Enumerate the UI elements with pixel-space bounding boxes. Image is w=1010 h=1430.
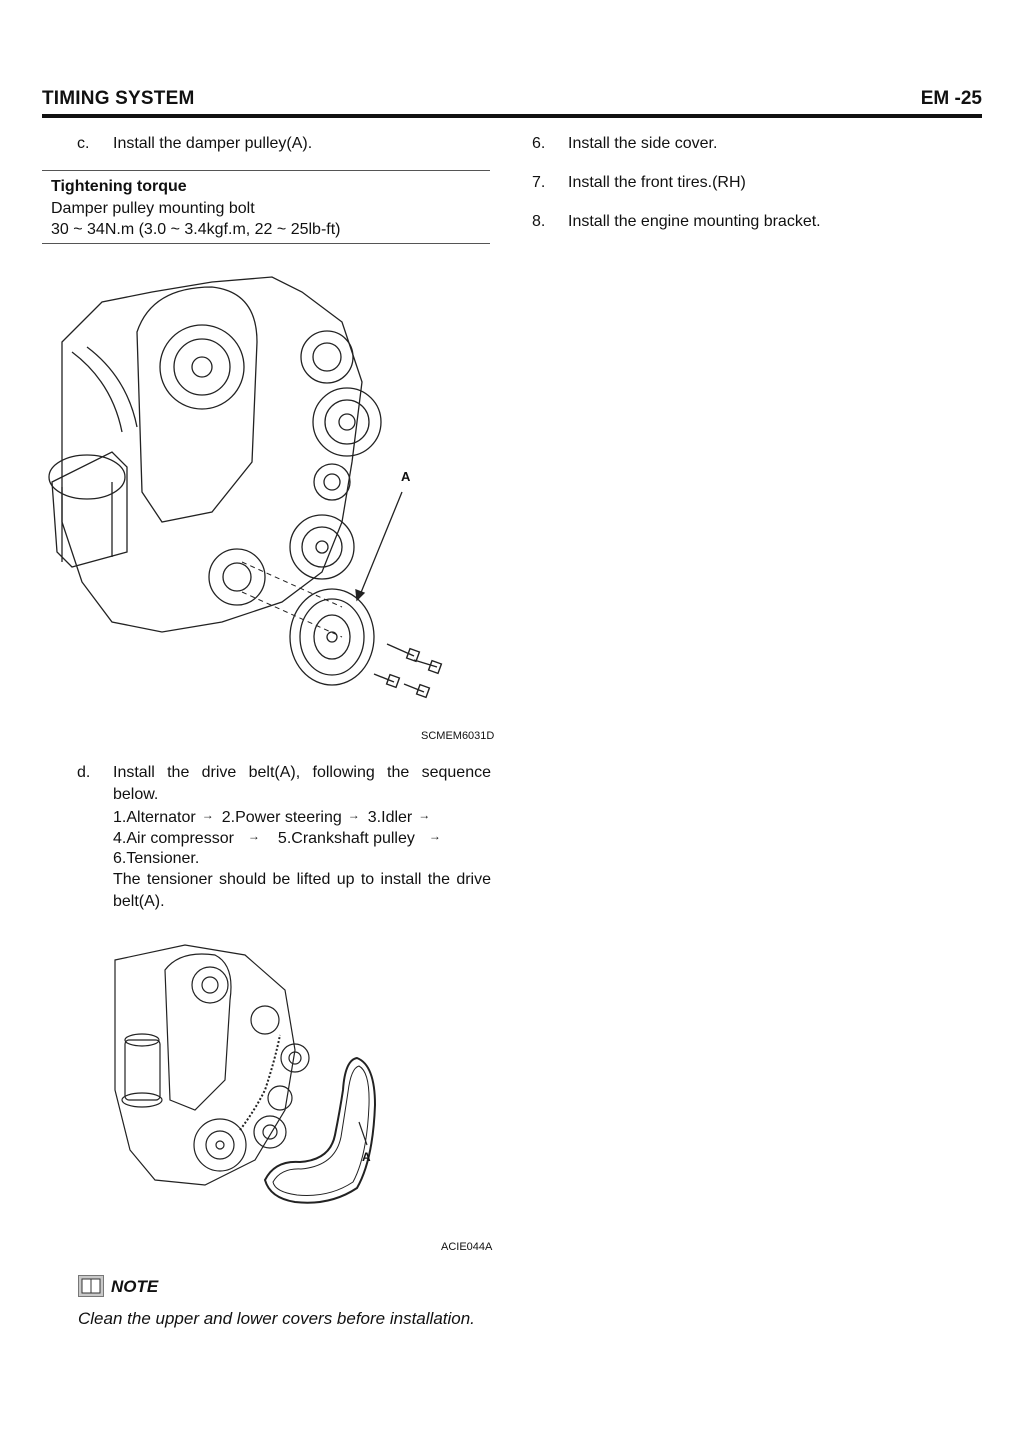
- arrow-right-icon: →: [201, 808, 214, 822]
- step-label: 7.: [532, 174, 546, 191]
- page-number: EM -25: [920, 88, 982, 109]
- arrow-right-icon: →: [347, 808, 360, 822]
- arrow-right-icon: →: [428, 829, 441, 843]
- torque-heading: Tightening torque: [51, 178, 187, 195]
- arrow-right-icon: →: [247, 829, 260, 843]
- sequence-item: 5.Crankshaft pulley: [277, 830, 415, 847]
- sequence-item: 3.Idler: [367, 809, 413, 826]
- sequence-item: 6.Tensioner.: [113, 850, 200, 867]
- step-text: Install the damper pulley(A).: [113, 135, 313, 152]
- drive-belt-figure: [95, 940, 395, 1210]
- figure-code: SCMEM6031D: [421, 730, 495, 742]
- step-label: 8.: [532, 213, 546, 230]
- callout-a: A: [362, 1150, 371, 1164]
- step-label: 6.: [532, 135, 546, 152]
- step-text: Install the front tires.(RH): [568, 174, 746, 191]
- step-text: Install the drive belt(A), following the sequence below.: [113, 764, 491, 803]
- sequence-item: 1.Alternator: [113, 809, 196, 826]
- callout-a: A: [401, 469, 411, 484]
- step-text: Install the engine mounting bracket.: [568, 213, 821, 230]
- torque-spec-box: [42, 170, 490, 244]
- note-book-icon: [78, 1275, 104, 1297]
- step-label: d.: [77, 764, 91, 781]
- step-text: Install the side cover.: [568, 135, 718, 152]
- note-title: NOTE: [111, 1277, 159, 1296]
- section-title: TIMING SYSTEM: [42, 88, 195, 109]
- step-note: The tensioner should be lifted up to install the drive belt(A).: [113, 871, 491, 910]
- sequence-item: 4.Air compressor: [113, 830, 234, 847]
- torque-value: 30 ~ 34N.m (3.0 ~ 3.4kgf.m, 22 ~ 25lb-ft): [51, 221, 341, 238]
- arrow-right-icon: →: [418, 808, 431, 822]
- sequence-line-1: [113, 805, 491, 829]
- damper-pulley-figure: [42, 262, 497, 732]
- torque-item: Damper pulley mounting bolt: [51, 200, 255, 217]
- page-header: [42, 86, 982, 118]
- step-d: [77, 762, 491, 912]
- note-text: Clean the upper and lower covers before installation.: [78, 1309, 475, 1328]
- figure-code: ACIE044A: [441, 1241, 493, 1253]
- step-label: c.: [77, 135, 90, 152]
- sequence-line-2: [113, 826, 491, 850]
- sequence-item: 2.Power steering: [221, 809, 342, 826]
